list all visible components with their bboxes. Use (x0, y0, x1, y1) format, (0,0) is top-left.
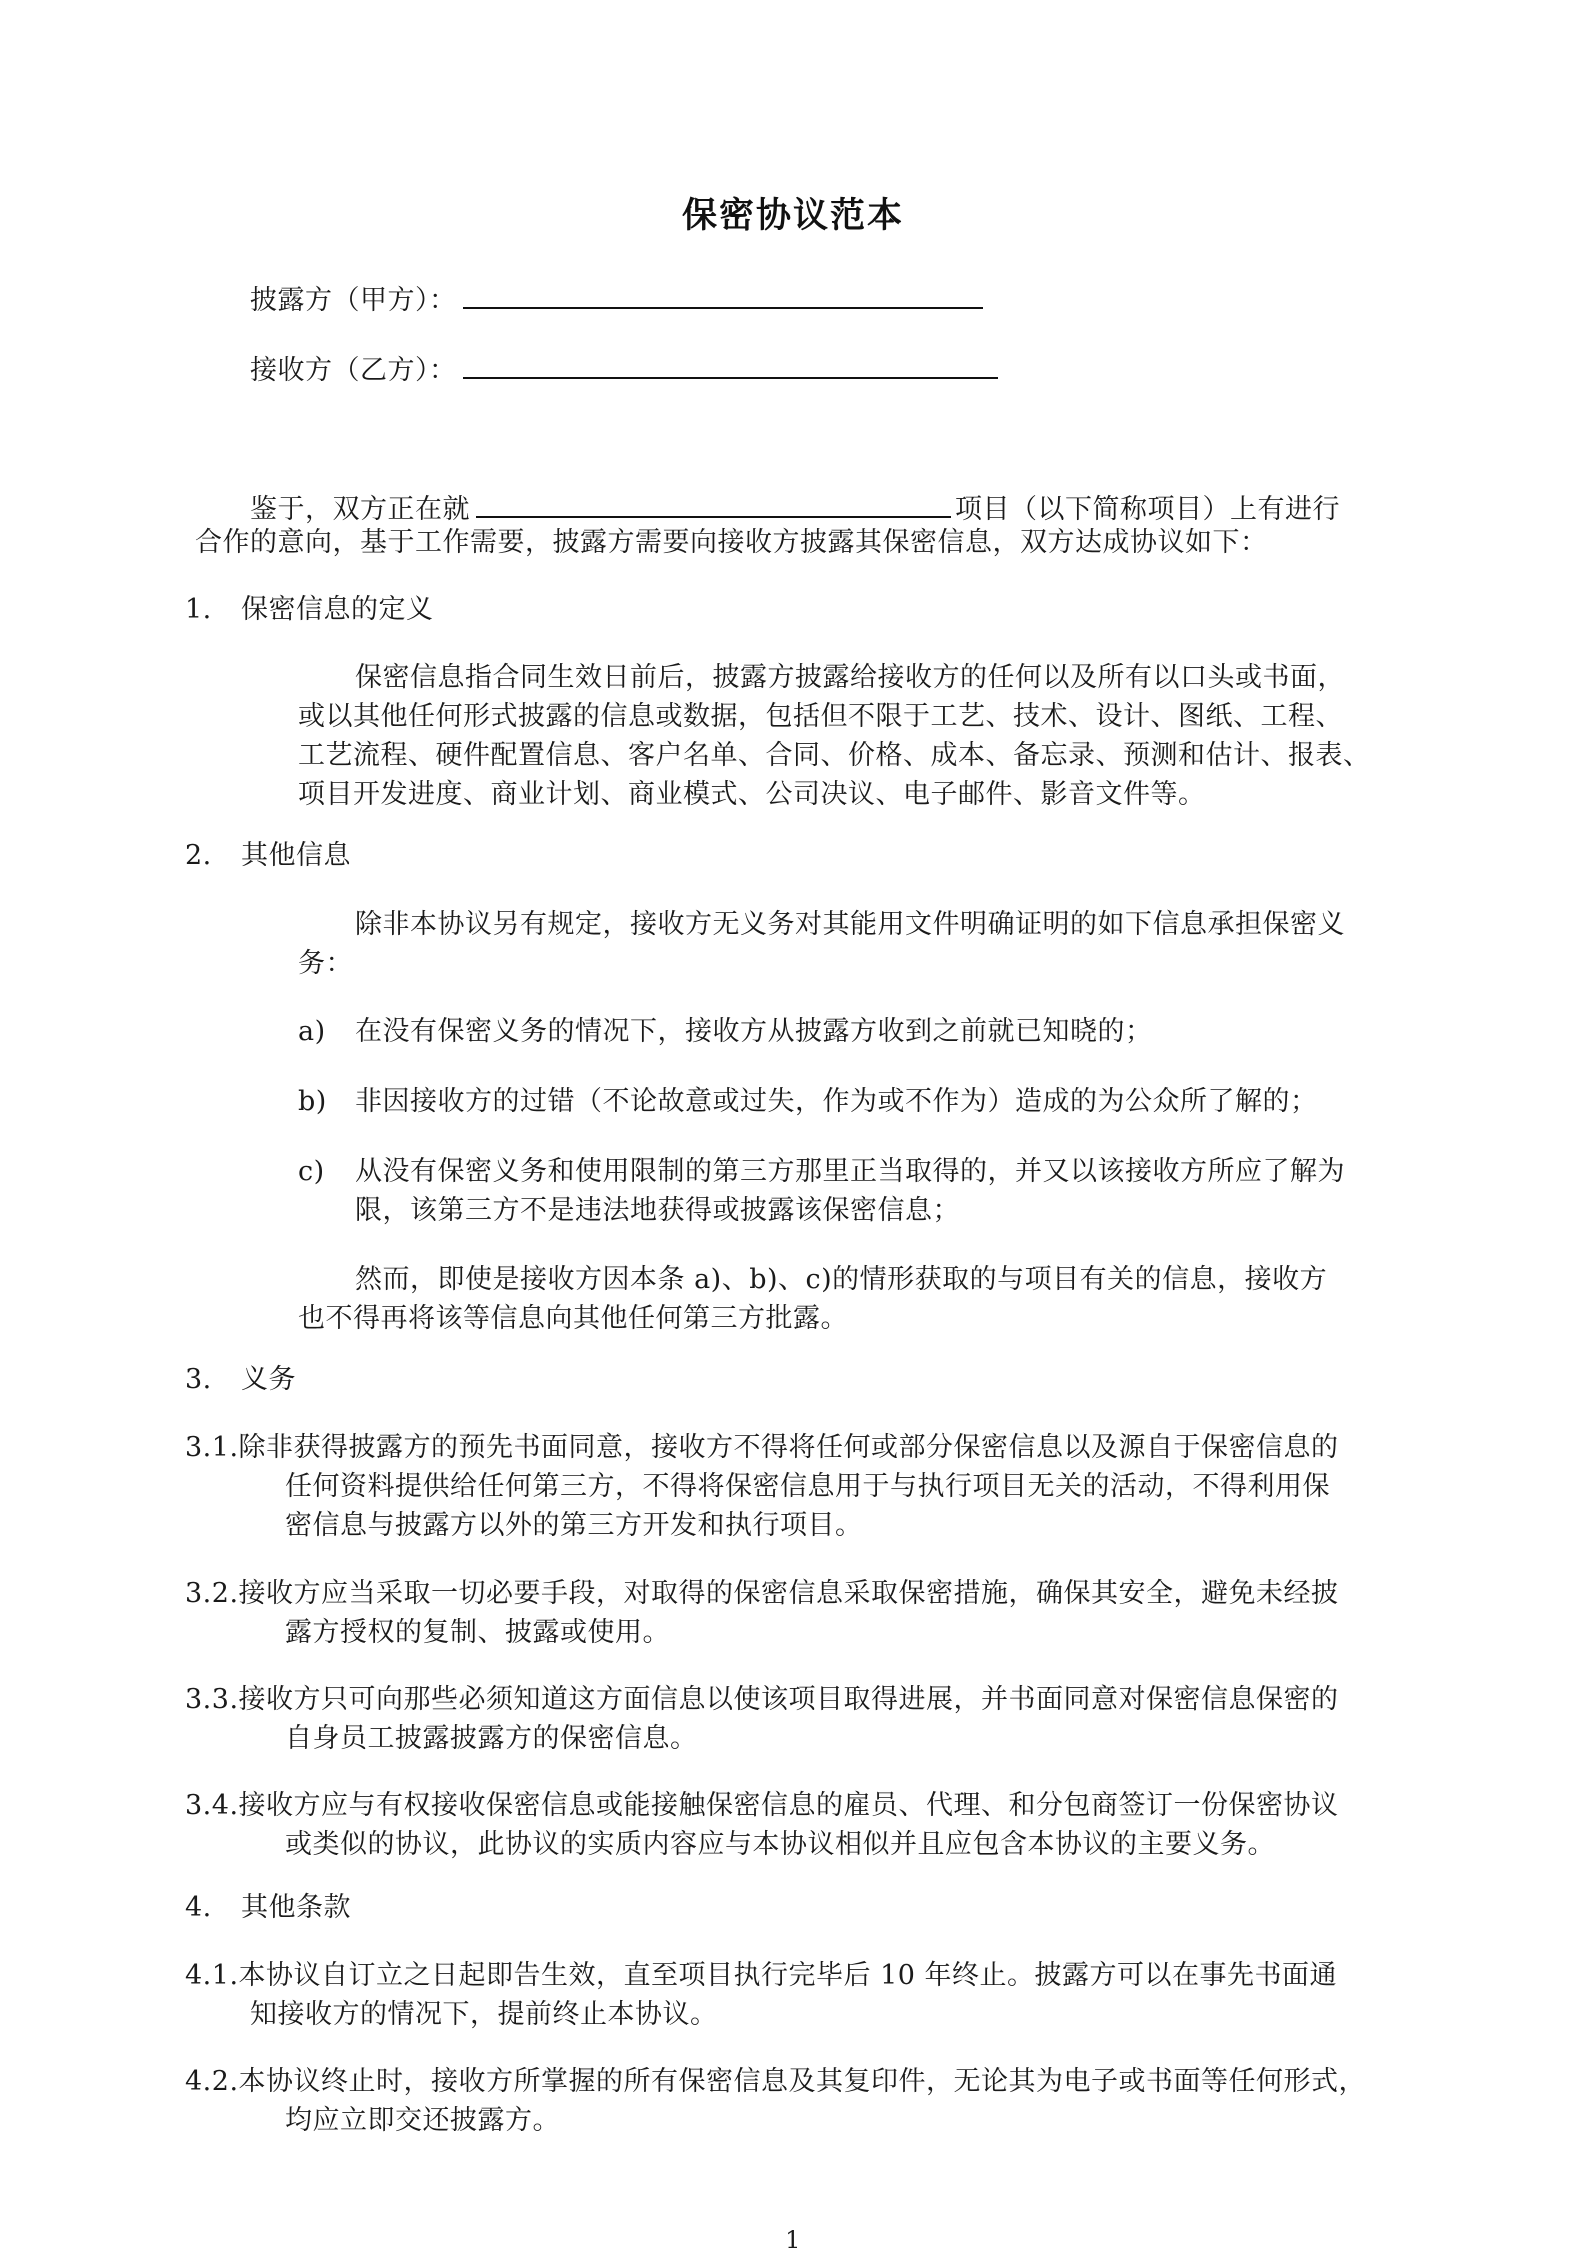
paragraph-line: 除非本协议另有规定，接收方无义务对其能用文件明确证明的如下信息承担保密义 (355, 909, 1345, 940)
clause-3-3: 3.3.接收方只可向那些必须知道这方面信息以使该项目取得进展，并书面同意对保密信息保密的 (185, 1684, 1339, 1715)
section-1-number: 1. (185, 594, 212, 625)
party-a-blank[interactable] (463, 277, 983, 309)
list-item-c (298, 1152, 1345, 1192)
list-label-a: a) (298, 1016, 326, 1047)
list-text-c: 从没有保密义务和使用限制的第三方那里正当取得的，并又以该接收方所应了解为 (355, 1156, 1345, 1187)
clause-3-1-cont: 任何资料提供给任何第三方，不得将保密信息用于与执行项目无关的活动，不得利用保 (285, 1471, 1330, 1502)
section-4-heading (185, 1888, 351, 1928)
clause-4-1: 4.1.本协议自订立之日起即告生效，直至项目执行完毕后 10 年终止。披露方可以在事先书面通 (185, 1960, 1338, 1991)
party-b-label: 接收方（乙方）： (250, 355, 457, 386)
paragraph-line: 项目开发进度、商业计划、商业模式、公司决议、电子邮件、影音文件等。 (298, 779, 1206, 810)
list-label-c: c) (298, 1156, 325, 1187)
paragraph-line: 务： (298, 948, 353, 979)
clause-3-4: 3.4.接收方应与有权接收保密信息或能接触保密信息的雇员、代理、和分包商签订一份保密协议 (185, 1790, 1339, 1821)
paragraph-line: 工艺流程、硬件配置信息、客户名单、合同、价格、成本、备忘录、预测和估计、报表、 (298, 740, 1371, 771)
section-4-number: 4. (185, 1892, 212, 1923)
section-1-title: 保密信息的定义 (241, 594, 434, 625)
clause-3-2-cont: 露方授权的复制、披露或使用。 (285, 1617, 670, 1648)
page-number: 1 (785, 2226, 801, 2254)
section-4-title: 其他条款 (241, 1892, 351, 1923)
party-a-label: 披露方（甲方）： (250, 285, 457, 316)
clause-4-2: 4.2.本协议终止时，接收方所掌握的所有保密信息及其复印件，无论其为电子或书面等任何形式， (185, 2066, 1367, 2097)
party-a-row (250, 277, 983, 321)
section-2-heading (185, 836, 351, 876)
list-text-c-cont: 限，该第三方不是违法地获得或披露该保密信息； (355, 1195, 960, 1226)
section-3-heading (185, 1360, 296, 1400)
paragraph-line: 保密信息指合同生效日前后，披露方披露给接收方的任何以及所有以口头或书面， (355, 662, 1345, 693)
section-1-heading (185, 590, 434, 630)
clause-3-1-cont: 密信息与披露方以外的第三方开发和执行项目。 (285, 1510, 863, 1541)
list-label-b: b) (298, 1086, 327, 1117)
paragraph-line: 或以其他任何形式披露的信息或数据，包括但不限于工艺、技术、设计、图纸、工程、 (298, 701, 1343, 732)
section-2-title: 其他信息 (241, 840, 351, 871)
clause-3-2: 3.2.接收方应当采取一切必要手段，对取得的保密信息采取保密措施，确保其安全，避免未经披 (185, 1578, 1339, 1609)
clause-3-1: 3.1.除非获得披露方的预先书面同意，接收方不得将任何或部分保密信息以及源自于保密信息的 (185, 1432, 1339, 1463)
intro-line-2: 合作的意向，基于工作需要，披露方需要向接收方披露其保密信息，双方达成协议如下： (195, 527, 1268, 558)
section-3-number: 3. (185, 1364, 212, 1395)
paragraph-line: 也不得再将该等信息向其他任何第三方批露。 (298, 1303, 848, 1334)
section-3-title: 义务 (241, 1364, 296, 1395)
project-name-blank[interactable] (476, 486, 951, 518)
party-b-blank[interactable] (463, 347, 998, 379)
party-b-row (250, 347, 998, 391)
paragraph-line: 然而，即使是接收方因本条 a)、b)、c)的情形获取的与项目有关的信息，接收方 (355, 1264, 1328, 1295)
clause-3-3-cont: 自身员工披露披露方的保密信息。 (285, 1723, 698, 1754)
intro-text-b: 项目（以下简称项目）上有进行 (955, 494, 1340, 525)
intro-text-a: 鉴于，双方正在就 (250, 494, 470, 525)
clause-4-2-cont: 均应立即交还披露方。 (285, 2105, 560, 2136)
list-item-b (298, 1082, 1318, 1122)
document-title: 保密协议范本 (681, 196, 904, 236)
clause-3-4-cont: 或类似的协议，此协议的实质内容应与本协议相似并且应包含本协议的主要义务。 (285, 1829, 1275, 1860)
section-2-number: 2. (185, 840, 212, 871)
list-text-b: 非因接收方的过错（不论故意或过失，作为或不作为）造成的为公众所了解的； (355, 1086, 1318, 1117)
list-item-a (298, 1012, 1153, 1052)
clause-4-1-cont: 知接收方的情况下，提前终止本协议。 (250, 1999, 718, 2030)
list-text-a: 在没有保密义务的情况下，接收方从披露方收到之前就已知晓的； (355, 1016, 1153, 1047)
